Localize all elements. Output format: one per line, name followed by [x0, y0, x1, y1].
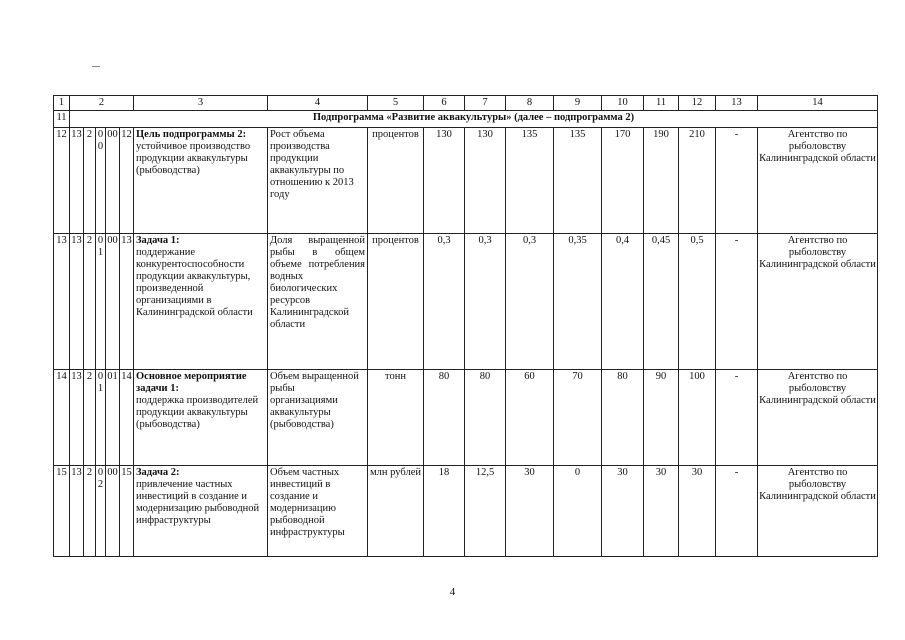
value-cell: 0,35: [554, 234, 602, 370]
col-num-6: 6: [424, 96, 465, 111]
unit-cell: млн рублей: [368, 466, 424, 557]
row-number: 11: [54, 111, 70, 128]
task-name-text: привлечение частных инвестиций в создание и модернизацию рыбоводной инфраструктуры: [136, 479, 260, 526]
value-cell: 0,4: [602, 234, 644, 370]
code-cell: 13: [70, 466, 84, 557]
code-cell: 01: [96, 234, 106, 370]
code-cell: 13: [70, 128, 84, 234]
col-num-14: 14: [758, 96, 878, 111]
value-cell: -: [716, 234, 758, 370]
col-num-4: 4: [268, 96, 368, 111]
code-cell: 13: [70, 370, 84, 466]
value-cell: 30: [506, 466, 554, 557]
value-cell: 30: [602, 466, 644, 557]
code-cell: 02: [96, 466, 106, 557]
col-num-3: 3: [134, 96, 268, 111]
goal-name-cell: [134, 128, 268, 234]
activity-name-cell: [134, 370, 268, 466]
scan-mark: [92, 66, 100, 67]
value-cell: 130: [465, 128, 506, 234]
code-cell: 2: [84, 128, 96, 234]
value-cell: 0,3: [465, 234, 506, 370]
value-cell: 80: [424, 370, 465, 466]
col-num-7: 7: [465, 96, 506, 111]
col-num-5: 5: [368, 96, 424, 111]
code-cell: 2: [84, 234, 96, 370]
row-number: 12: [54, 128, 70, 234]
indicator-cell: Объем частных инвестиций в создание и модернизацию рыбоводной инфраструктуры: [268, 466, 368, 557]
value-cell: -: [716, 466, 758, 557]
row-number: 15: [54, 466, 70, 557]
indicator-cell: Рост объема производства продукции аквакультуры по отношению к 2013 году: [268, 128, 368, 234]
code-cell: 01: [106, 370, 120, 466]
code-cell: 12: [120, 128, 134, 234]
page-number: 4: [449, 586, 456, 598]
table-row: [54, 466, 878, 557]
subprogram-row: [54, 111, 878, 128]
value-cell: 60: [506, 370, 554, 466]
value-cell: 30: [679, 466, 716, 557]
value-cell: 170: [602, 128, 644, 234]
activity-name-bold: Основное мероприятие задачи 1:: [136, 371, 247, 394]
task-name-text: поддержание конкурентоспособности продукции аквакультуры, произведенной организациями в Калининградской области: [136, 247, 253, 318]
unit-cell: процентов: [368, 234, 424, 370]
row-number: 13: [54, 234, 70, 370]
task-name-bold: Задача 2:: [136, 467, 180, 478]
value-cell: 0,3: [424, 234, 465, 370]
col-num-13: 13: [716, 96, 758, 111]
value-cell: 100: [679, 370, 716, 466]
value-cell: 70: [554, 370, 602, 466]
col-num-11: 11: [644, 96, 679, 111]
activity-name-text: поддержка производителей продукции аквакультуры (рыбоводства): [136, 395, 259, 430]
indicator-cell: Объем выращенной рыбы организациями аквакультуры (рыбоводства): [268, 370, 368, 466]
value-cell: 12,5: [465, 466, 506, 557]
col-num-2: 2: [70, 96, 134, 111]
column-number-row: [54, 96, 878, 111]
unit-cell: тонн: [368, 370, 424, 466]
unit-cell: процентов: [368, 128, 424, 234]
code-cell: 00: [96, 128, 106, 234]
code-cell: 13: [70, 234, 84, 370]
value-cell: 0,3: [506, 234, 554, 370]
code-cell: 2: [84, 466, 96, 557]
agency-cell: Агентство по рыболовству Калининградской области: [758, 466, 878, 557]
code-cell: 14: [120, 370, 134, 466]
value-cell: 0,45: [644, 234, 679, 370]
value-cell: 135: [506, 128, 554, 234]
table-row: [54, 370, 878, 466]
row-number: 14: [54, 370, 70, 466]
code-cell: 01: [96, 370, 106, 466]
value-cell: 80: [465, 370, 506, 466]
value-cell: -: [716, 128, 758, 234]
value-cell: 135: [554, 128, 602, 234]
agency-cell: Агентство по рыболовству Калининградской области: [758, 128, 878, 234]
table-row: [54, 234, 878, 370]
value-cell: 80: [602, 370, 644, 466]
code-cell: 15: [120, 466, 134, 557]
value-cell: 0,5: [679, 234, 716, 370]
goal-name-text: устойчивое производство продукции аквакультуры (рыбоводства): [136, 141, 251, 176]
task-name-bold: Задача 1:: [136, 235, 180, 246]
indicator-cell: Доля выращенной рыбы в общем объеме потребления водных биологических ресурсов Калининградской области: [268, 234, 368, 370]
col-num-10: 10: [602, 96, 644, 111]
col-num-12: 12: [679, 96, 716, 111]
goal-name-bold: Цель подпрограммы 2:: [136, 129, 247, 140]
value-cell: 30: [644, 466, 679, 557]
value-cell: 90: [644, 370, 679, 466]
subprogram-title: Подпрограмма «Развитие аквакультуры» (далее – подпрограмма 2): [70, 111, 878, 128]
task-name-cell: [134, 466, 268, 557]
task-name-cell: [134, 234, 268, 370]
col-num-8: 8: [506, 96, 554, 111]
col-num-9: 9: [554, 96, 602, 111]
value-cell: 190: [644, 128, 679, 234]
agency-cell: Агентство по рыболовству Калининградской области: [758, 234, 878, 370]
value-cell: 0: [554, 466, 602, 557]
indicators-table: [53, 95, 878, 557]
value-cell: -: [716, 370, 758, 466]
code-cell: 13: [120, 234, 134, 370]
value-cell: 130: [424, 128, 465, 234]
code-cell: 00: [106, 466, 120, 557]
table-row: [54, 128, 878, 234]
col-num-1: 1: [54, 96, 70, 111]
value-cell: 18: [424, 466, 465, 557]
code-cell: 00: [106, 234, 120, 370]
value-cell: 210: [679, 128, 716, 234]
code-cell: 00: [106, 128, 120, 234]
agency-cell: Агентство по рыболовству Калининградской области: [758, 370, 878, 466]
code-cell: 2: [84, 370, 96, 466]
